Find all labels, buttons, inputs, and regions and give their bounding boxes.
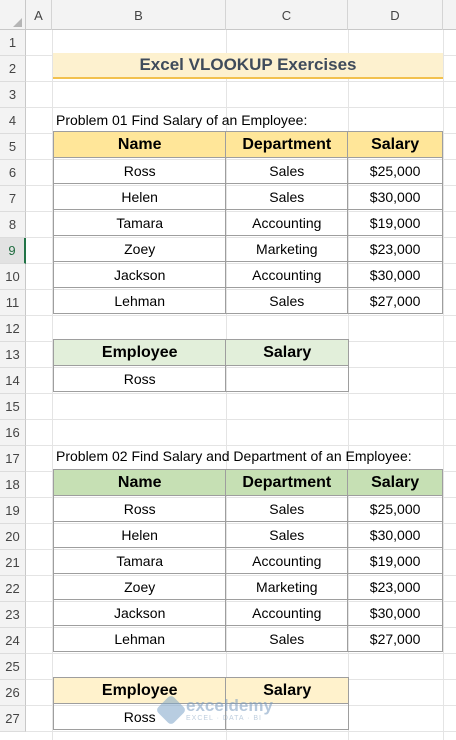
column-header-d[interactable]: D xyxy=(348,0,443,30)
department-cell[interactable]: Accounting xyxy=(226,262,348,288)
watermark-name: exceldemy xyxy=(186,696,273,715)
department-cell[interactable]: Accounting xyxy=(226,600,348,626)
column-header-row xyxy=(0,0,456,30)
header-name[interactable]: Name xyxy=(54,470,226,496)
problem2-table xyxy=(53,469,443,652)
problem1-lookup-table xyxy=(53,339,349,392)
row-gridline xyxy=(26,419,456,420)
department-cell[interactable]: Accounting xyxy=(226,548,348,574)
table-row xyxy=(54,158,443,184)
lookup-salary-cell[interactable] xyxy=(226,366,349,392)
salary-cell[interactable]: $23,000 xyxy=(348,236,443,262)
row-header[interactable]: 10 xyxy=(0,264,26,290)
row-header[interactable]: 9 xyxy=(0,238,26,264)
department-cell[interactable]: Sales xyxy=(226,496,348,522)
name-cell[interactable]: Helen xyxy=(54,184,226,210)
row-header[interactable]: 18 xyxy=(0,472,26,498)
row-header[interactable]: 8 xyxy=(0,212,26,238)
row-header[interactable]: 6 xyxy=(0,160,26,186)
salary-cell[interactable]: $27,000 xyxy=(348,626,443,652)
row-header[interactable]: 4 xyxy=(0,108,26,134)
header-department[interactable]: Department xyxy=(226,470,348,496)
row-header[interactable]: 11 xyxy=(0,290,26,316)
column-gridline xyxy=(443,30,444,740)
lookup-employee-cell[interactable]: Ross xyxy=(54,704,226,730)
row-gridline xyxy=(26,731,456,732)
department-cell[interactable]: Marketing xyxy=(226,574,348,600)
row-header[interactable]: 7 xyxy=(0,186,26,212)
row-header[interactable]: 21 xyxy=(0,550,26,576)
header-salary[interactable]: Salary xyxy=(348,132,443,158)
name-cell[interactable]: Lehman xyxy=(54,288,226,314)
department-cell[interactable]: Sales xyxy=(226,522,348,548)
header-salary[interactable]: Salary xyxy=(348,470,443,496)
salary-cell[interactable]: $30,000 xyxy=(348,600,443,626)
row-header[interactable]: 23 xyxy=(0,602,26,628)
table-row xyxy=(54,262,443,288)
lookup-header-salary[interactable]: Salary xyxy=(226,340,349,366)
salary-cell[interactable]: $27,000 xyxy=(348,288,443,314)
exceldemy-watermark xyxy=(160,697,273,722)
lookup-header-row xyxy=(54,340,349,366)
row-header[interactable]: 1 xyxy=(0,30,26,56)
lookup-row xyxy=(54,366,349,392)
table-row xyxy=(54,496,443,522)
department-cell[interactable]: Sales xyxy=(226,288,348,314)
department-cell[interactable]: Marketing xyxy=(226,236,348,262)
salary-cell[interactable]: $25,000 xyxy=(348,496,443,522)
salary-cell[interactable]: $19,000 xyxy=(348,548,443,574)
row-gridline xyxy=(26,653,456,654)
problem1-label[interactable]: Problem 01 Find Salary of an Employee: xyxy=(56,112,308,128)
watermark-tagline: EXCEL · DATA · BI xyxy=(186,715,262,722)
name-cell[interactable]: Lehman xyxy=(54,626,226,652)
department-cell[interactable]: Sales xyxy=(226,626,348,652)
name-cell[interactable]: Jackson xyxy=(54,600,226,626)
select-all-corner[interactable] xyxy=(0,0,26,30)
name-cell[interactable]: Tamara xyxy=(54,548,226,574)
name-cell[interactable]: Ross xyxy=(54,496,226,522)
table-row xyxy=(54,184,443,210)
table-row xyxy=(54,236,443,262)
exceldemy-logo-icon xyxy=(155,694,186,725)
salary-cell[interactable]: $30,000 xyxy=(348,522,443,548)
table-row xyxy=(54,522,443,548)
salary-cell[interactable]: $30,000 xyxy=(348,262,443,288)
row-gridline xyxy=(26,81,456,82)
salary-cell[interactable]: $30,000 xyxy=(348,184,443,210)
row-header[interactable]: 27 xyxy=(0,706,26,732)
table-row xyxy=(54,288,443,314)
table-row xyxy=(54,574,443,600)
name-cell[interactable]: Zoey xyxy=(54,236,226,262)
column-header-a[interactable]: A xyxy=(26,0,52,30)
row-header[interactable]: 19 xyxy=(0,498,26,524)
row-header[interactable]: 2 xyxy=(0,56,26,82)
problem2-label[interactable]: Problem 02 Find Salary and Department of an Employee: xyxy=(56,448,412,464)
salary-cell[interactable]: $23,000 xyxy=(348,574,443,600)
name-cell[interactable]: Tamara xyxy=(54,210,226,236)
header-department[interactable]: Department xyxy=(226,132,348,158)
row-header[interactable]: 20 xyxy=(0,524,26,550)
name-cell[interactable]: Jackson xyxy=(54,262,226,288)
lookup-header-employee[interactable]: Employee xyxy=(54,678,226,704)
table-row xyxy=(54,626,443,652)
row-header[interactable]: 15 xyxy=(0,394,26,420)
row-header[interactable]: 17 xyxy=(0,446,26,472)
row-gridline xyxy=(26,393,456,394)
table-header-row xyxy=(54,470,443,496)
row-header[interactable]: 12 xyxy=(0,316,26,342)
name-cell[interactable]: Helen xyxy=(54,522,226,548)
lookup-header-employee[interactable]: Employee xyxy=(54,340,226,366)
row-header[interactable]: 24 xyxy=(0,628,26,654)
name-cell[interactable]: Ross xyxy=(54,158,226,184)
select-all-icon xyxy=(13,18,22,27)
row-header[interactable]: 16 xyxy=(0,420,26,446)
row-gridline xyxy=(26,315,456,316)
row-header[interactable]: 14 xyxy=(0,368,26,394)
column-header-b[interactable]: B xyxy=(52,0,226,30)
row-header[interactable]: 26 xyxy=(0,680,26,706)
sheet-title[interactable]: Excel VLOOKUP Exercises xyxy=(53,53,443,79)
column-header-c[interactable]: C xyxy=(226,0,348,30)
lookup-header-salary[interactable]: Salary xyxy=(226,678,349,704)
table-header-row xyxy=(54,132,443,158)
department-cell[interactable]: Sales xyxy=(226,184,348,210)
name-cell[interactable]: Zoey xyxy=(54,574,226,600)
row-header[interactable]: 13 xyxy=(0,342,26,368)
department-cell[interactable]: Sales xyxy=(226,158,348,184)
lookup-employee-cell[interactable]: Ross xyxy=(54,366,226,392)
row-header[interactable]: 5 xyxy=(0,134,26,160)
department-cell[interactable]: Accounting xyxy=(226,210,348,236)
header-name[interactable]: Name xyxy=(54,132,226,158)
row-header[interactable]: 3 xyxy=(0,82,26,108)
row-header[interactable]: 25 xyxy=(0,654,26,680)
table-row xyxy=(54,548,443,574)
salary-cell[interactable]: $25,000 xyxy=(348,158,443,184)
table-row xyxy=(54,210,443,236)
table-row xyxy=(54,600,443,626)
row-header[interactable]: 22 xyxy=(0,576,26,602)
problem1-table xyxy=(53,131,443,314)
salary-cell[interactable]: $19,000 xyxy=(348,210,443,236)
